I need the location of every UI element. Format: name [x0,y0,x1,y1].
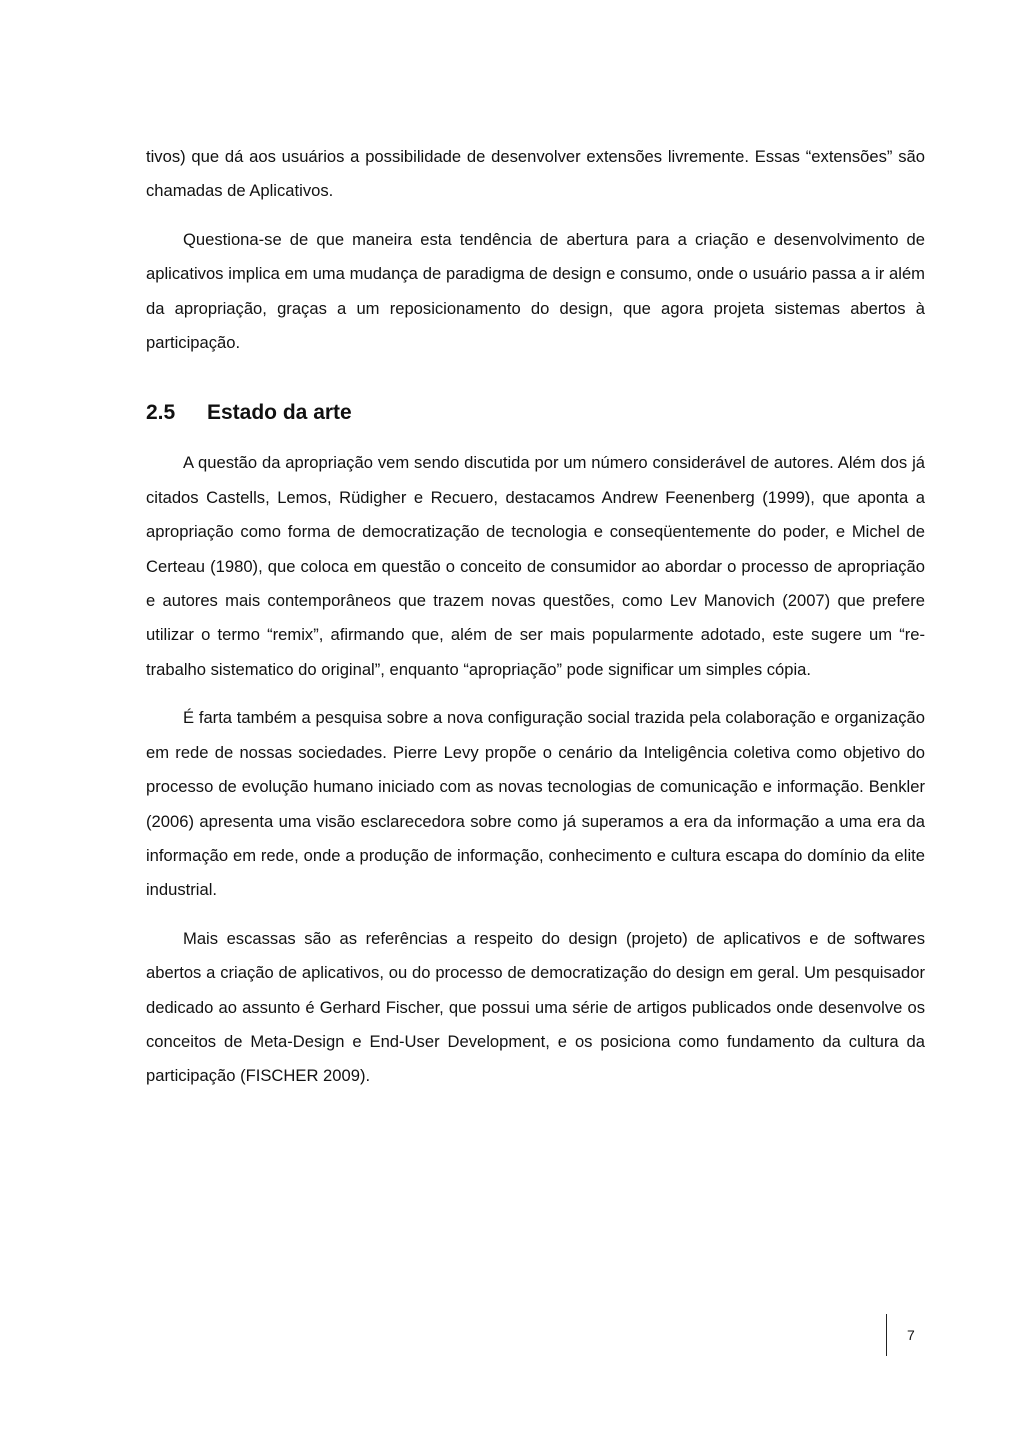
page-number-block [886,1314,915,1356]
paragraph-questiona: Questiona-se de que maneira esta tendência de abertura para a criação e desenvolvimento de aplicativos implica em uma mudança de paradigma de design e consumo, onde o usuário passa a ir além da apropriação, graças a um reposicionamento do design, que agora projeta sistemas abertos à participação. [146,229,925,353]
paragraph-apropriacao: A questão da apropriação vem sendo discutida por um número considerável de autores. Além dos já citados Castells, Lemos, Rüdigher e Recuero, destacamos Andrew Feenenberg (1999), que aponta a apropriação como forma de democratização de tecnologia e conseqüentemente do poder, e Michel de Certeau (1980), que coloca em questão o conceito de consumidor ao abordar o processo de apropriação e autores mais contemporâneos que trazem novas questões, como Lev Manovich (2007) que prefere utilizar o termo “remix”, afirmando que, além de ser mais popularmente adotado, este sugere um “re-trabalho sistematico do original”, enquanto “apropriação” pode significar um simples cópia. [146,453,925,679]
paragraph-colaboracao: É farta também a pesquisa sobre a nova configuração social trazida pela colaboração e organização em rede de nossas sociedades. Pierre Levy propõe o cenário da Inteligência coletiva como objetivo do processo de evolução humano iniciado com as novas tecnologias de comunicação e informação. Benkler (2006) apresenta uma visão esclarecedora sobre como já superamos a era da informação a uma era da informação em rede, onde a produção de informação, conhecimento e cultura escapa do domínio da elite industrial. [146,708,925,900]
page-number: 7 [907,1327,915,1343]
paragraph-continuation: tivos) que dá aos usuários a possibilidade de desenvolver extensões livremente. Essas “extensões” são chamadas de Aplicativos. [146,147,925,201]
section-heading [146,398,925,428]
paragraph-design-aplicativos: Mais escassas são as referências a respeito do design (projeto) de aplicativos e de softwares abertos a criação de aplicativos, ou do processo de democratização do design em geral. Um pesquisador dedicado ao assunto é Gerhard Fischer, que possui uma série de artigos publicados onde desenvolve os conceitos de Meta-Design e End-User Development, e os posiciona como fundamento da cultura da participação (FISCHER 2009). [146,928,925,1086]
section-number: 2.5 [146,401,176,425]
document-page [146,140,925,1094]
section-title: Estado da arte [207,401,352,425]
